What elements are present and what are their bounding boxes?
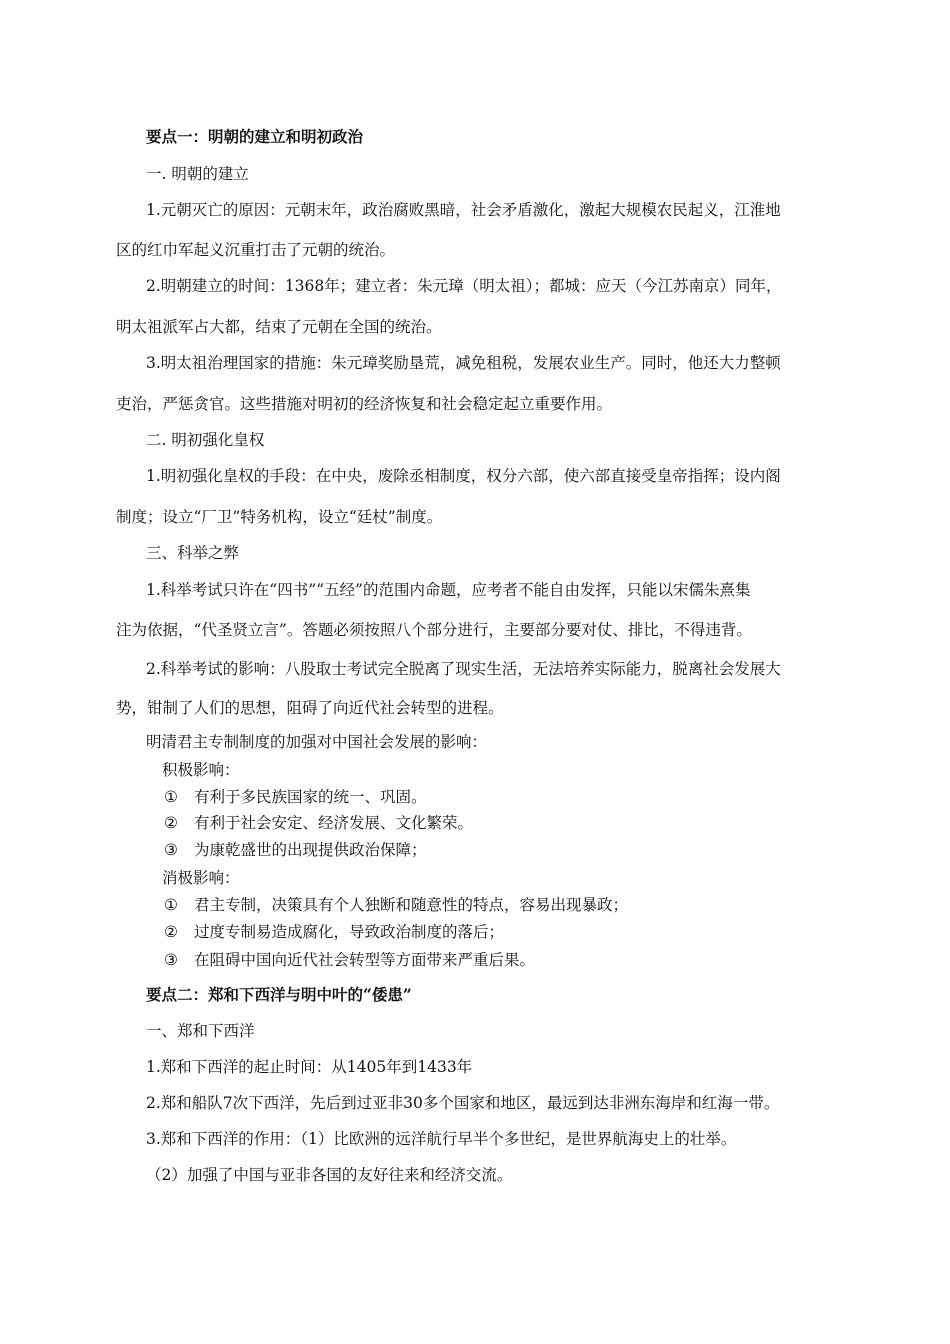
- paragraph-line: （2）加强了中国与亚非各国的友好往来和经济交流。: [146, 1166, 513, 1184]
- paragraph-line: 3.明太祖治理国家的措施：朱元璋奖励垦荒，减免租税，发展农业生产。同时，他还大力整顿: [146, 354, 781, 372]
- paragraph-line: 2.明朝建立的时间：1368年；建立者：朱元璋（明太祖）；都城：应天（今江苏南京）同年，: [146, 277, 782, 295]
- list-marker: ③: [164, 841, 178, 859]
- list-item: 有利于多民族国家的统一、巩固。: [194, 788, 427, 806]
- positive-impact-title: 积极影响：: [162, 761, 240, 779]
- list-marker: ②: [164, 814, 178, 832]
- paragraph-line: 势，钳制了人们的思想，阻碍了向近代社会转型的进程。: [116, 699, 504, 717]
- list-marker: ①: [164, 896, 178, 914]
- subheading-exam-flaws: 三、科举之弊: [146, 544, 240, 562]
- paragraph-line: 制度；设立“厂卫”特务机构，设立“廷杖”制度。: [116, 508, 443, 526]
- section-heading-1: 要点一：明朝的建立和明初政治: [146, 127, 364, 146]
- paragraph-line: 2.科举考试的影响：八股取士考试完全脱离了现实生活，无法培养实际能力，脱离社会发展大: [146, 660, 781, 678]
- paragraph-line: 注为依据，“代圣贤立言”。答题必须按照八个部分进行，主要部分要对仗、排比，不得违背。: [116, 621, 752, 639]
- paragraph-line: 明太祖派军占大都，结束了元朝在全国的统治。: [116, 318, 442, 336]
- paragraph-line: 1.明初强化皇权的手段：在中央，废除丞相制度，权分六部，使六部直接受皇帝指挥；设内阁: [146, 467, 781, 485]
- paragraph-line: 1.元朝灭亡的原因：元朝末年，政治腐败黑暗，社会矛盾激化，激起大规模农民起义，江淮地: [146, 201, 781, 219]
- list-item: 有利于社会安定、经济发展、文化繁荣。: [194, 814, 474, 832]
- list-item: 为康乾盛世的出现提供政治保障；: [194, 841, 427, 859]
- impact-title: 明清君主专制制度的加强对中国社会发展的影响：: [146, 733, 488, 751]
- negative-impact-title: 消极影响：: [162, 869, 240, 887]
- section-heading-2: 要点二：郑和下西洋与明中叶的“倭患”: [146, 985, 412, 1004]
- paragraph-line: 1.科举考试只许在“四书”“五经”的范围内命题，应考者不能自由发挥，只能以宋儒朱熹集: [146, 581, 751, 599]
- paragraph-line: 区的红巾军起义沉重打击了元朝的统治。: [116, 241, 396, 259]
- paragraph-line: 2.郑和船队7次下西洋，先后到过亚非30多个国家和地区，最远到达非洲东海岸和红海一带。: [146, 1094, 780, 1112]
- list-marker: ③: [164, 951, 178, 969]
- subheading-ming-founding: 一. 明朝的建立: [146, 165, 249, 183]
- list-item: 在阻碍中国向近代社会转型等方面带来严重后果。: [194, 951, 536, 969]
- paragraph-line: 3.郑和下西洋的作用：（1）比欧洲的远洋航行早半个多世纪，是世界航海史上的壮举。: [146, 1130, 737, 1148]
- list-marker: ②: [164, 923, 178, 941]
- list-item: 过度专制易造成腐化，导致政治制度的落后；: [194, 923, 505, 941]
- subheading-imperial-power: 二. 明初强化皇权: [146, 431, 265, 449]
- paragraph-line: 1.郑和下西洋的起止时间：从1405年到1433年: [146, 1058, 473, 1076]
- list-marker: ①: [164, 788, 178, 806]
- paragraph-line: 吏治，严惩贪官。这些措施对明初的经济恢复和社会稳定起立重要作用。: [116, 395, 613, 413]
- list-item: 君主专制，决策具有个人独断和随意性的特点，容易出现暴政；: [194, 896, 629, 914]
- subheading-zheng-he: 一、郑和下西洋: [146, 1022, 255, 1040]
